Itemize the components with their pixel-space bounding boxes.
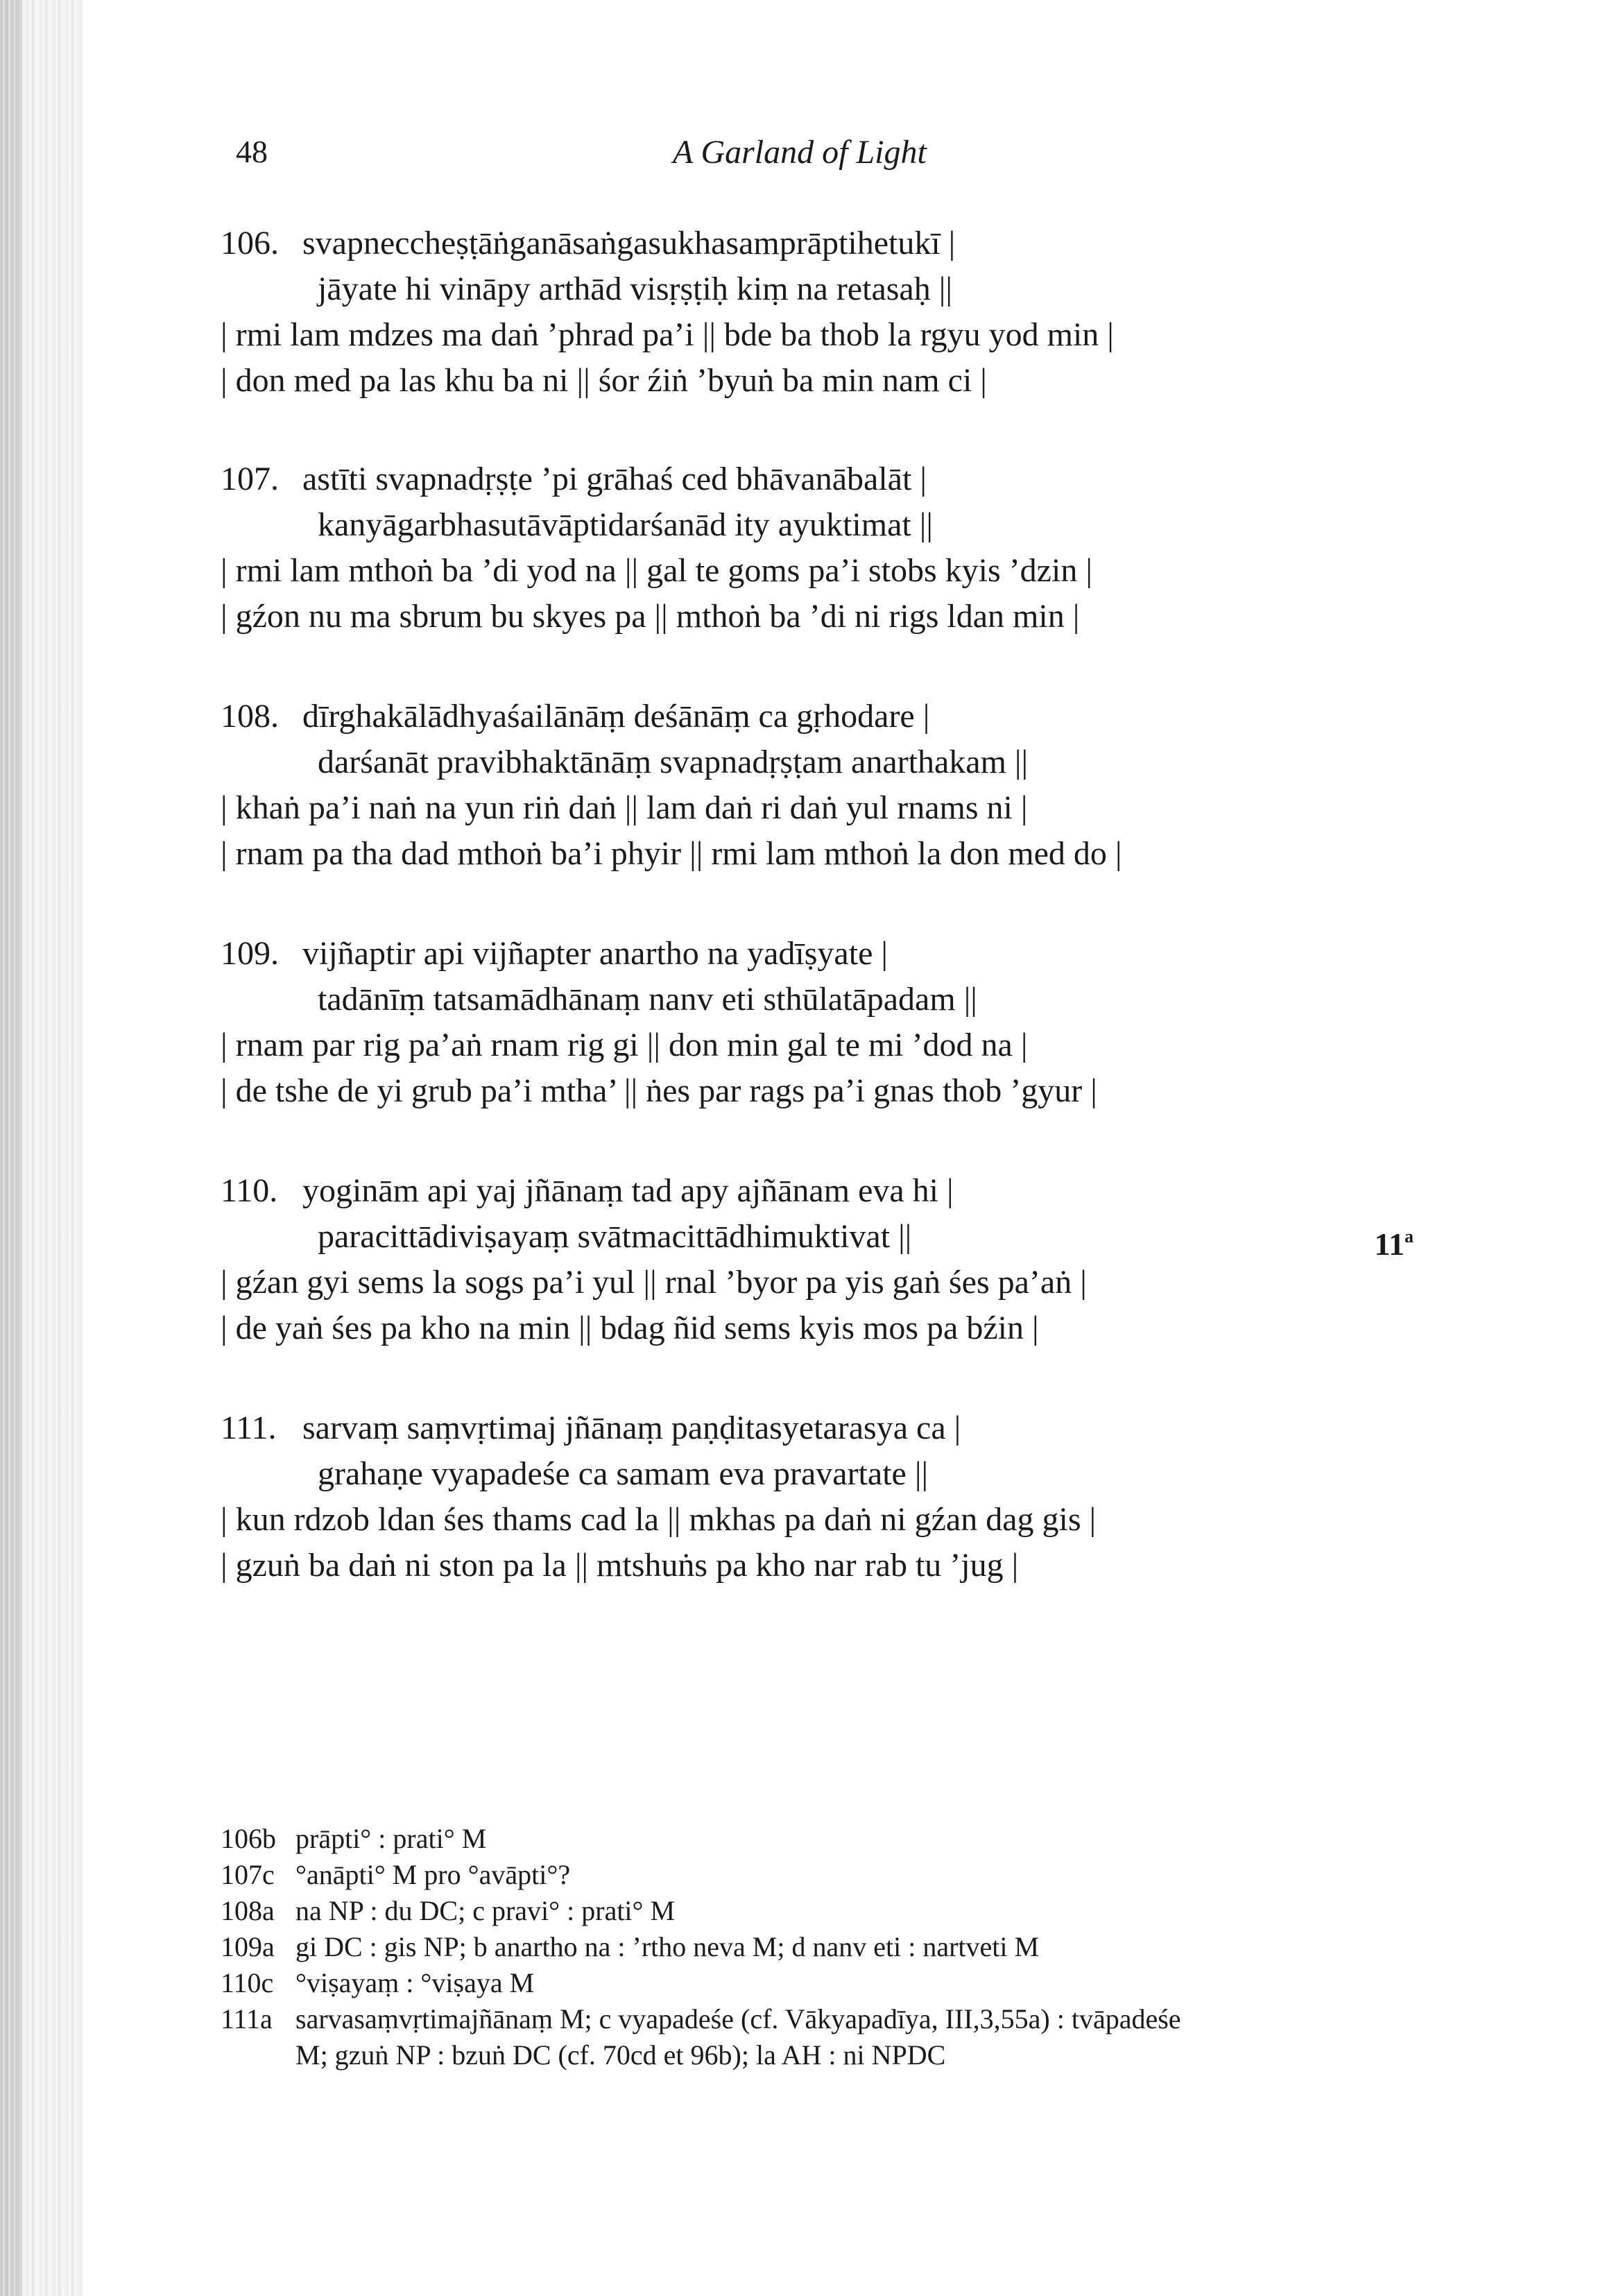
verse-tibetan-line: | gzuṅ ba daṅ ni ston pa la || mtshuṅs pa kho nar rab tu ’jug | [221, 1547, 1019, 1584]
verse-sanskrit-line: darśanāt pravibhaktānāṃ svapnadṛṣṭam anarthakam || [318, 744, 1029, 780]
verse-number: 108. [221, 698, 279, 735]
footnote-id: 106b [221, 1823, 276, 1854]
footnote [221, 2001, 1441, 2037]
verse-tibetan-line: | khaṅ pa’i naṅ na yun riṅ daṅ || lam daṅ ri daṅ yul rnams ni | [221, 789, 1028, 826]
verse-sanskrit-line [221, 1405, 1414, 1451]
footnote-text: prāpti° : prati° M [295, 1823, 487, 1854]
footnote-id: 108a [221, 1895, 275, 1926]
footnote [221, 1857, 1441, 1893]
verse-tibetan-line: | de yaṅ śes pa kho na min || bdag ñid sems kyis mos pa bźin | [221, 1310, 1039, 1346]
footnote [221, 1821, 1441, 1857]
verse-sanskrit-line [221, 1168, 1414, 1214]
sanskrit-text: yoginām api yaj jñānaṃ tad apy ajñānam eva hi | [302, 1172, 954, 1209]
verse-number: 109. [221, 935, 279, 972]
verse-tibetan-line: | de tshe de yi grub pa’i mtha’ || ṅes par rags pa’i gnas thob ’gyur | [221, 1072, 1097, 1109]
verse-108 [221, 694, 1414, 877]
verse-sanskrit-line [221, 1214, 1414, 1260]
folio-number: 11 [1374, 1226, 1405, 1262]
verse-sanskrit-line [221, 694, 1414, 739]
verse-number: 106. [221, 225, 279, 262]
verse-tibetan-line: | rnam par rig pa’aṅ rnam rig gi || don min gal te mi ’dod na | [221, 1027, 1028, 1063]
footnote-text: sarvasaṃvṛtimajñānaṃ M; c vyapadeśe (cf. Vākyapadīya, III,3,55a) : tvāpadeśe [295, 2003, 1181, 2034]
footnote [221, 1929, 1441, 1965]
critical-apparatus [221, 1821, 1441, 2073]
verse-tibetan-line: | gźan gyi sems la sogs pa’i yul || rnal ’byor pa yis gaṅ śes pa’aṅ | [221, 1264, 1087, 1301]
footnote-text: na NP : du DC; c pravi° : prati° M [295, 1895, 676, 1926]
verse-109 [221, 931, 1414, 1114]
verse-number: 107. [221, 461, 279, 497]
verse-sanskrit-line [221, 931, 1414, 977]
verse-sanskrit-line [221, 456, 1414, 502]
footnote [221, 1965, 1441, 2001]
verse-number: 111. [221, 1410, 277, 1446]
verse-106 [221, 221, 1414, 404]
footnote [221, 1893, 1441, 1929]
folio-side: a [1405, 1226, 1414, 1246]
verse-tibetan-line: | don med pa las khu ba ni || śor źiṅ ’byuṅ ba min nam ci | [221, 362, 987, 399]
verse-sanskrit-line: tadānīṃ tatsamādhānaṃ nanv eti sthūlatāpadam || [318, 981, 977, 1018]
sanskrit-text: vijñaptir api vijñapter anartho na yadīṣyate | [302, 935, 888, 972]
footnote-text: gi DC : gis NP; b anartho na : ’rtho neva M; d nanv eti : nartveti M [295, 1931, 1040, 1962]
page-number: 48 [236, 134, 268, 169]
verse-tibetan-line: | rmi lam mdzes ma daṅ ’phrad pa’i || bde ba thob la rgyu yod min | [221, 316, 1114, 353]
running-head-title: A Garland of Light [673, 134, 927, 171]
sanskrit-text: sarvaṃ saṃvṛtimaj jñānaṃ paṇḍitasyetarasya ca | [302, 1410, 961, 1446]
verse-111 [221, 1405, 1414, 1588]
footnote-id: 110c [221, 1967, 274, 1998]
verse-tibetan-line: | rmi lam mthoṅ ba ’di yod na || gal te goms pa’i stobs kyis ’dzin | [221, 552, 1092, 589]
footnote-text: °anāpti° M pro °avāpti°? [295, 1859, 571, 1890]
footnote-id: 109a [221, 1931, 275, 1962]
footnote-continuation: M; gzuṅ NP : bzuṅ DC (cf. 70cd et 96b); la AH : ni NPDC [295, 2039, 946, 2071]
verse-tibetan-line: | rnam pa tha dad mthoṅ ba’i phyir || rmi lam mthoṅ la don med do | [221, 835, 1122, 872]
verse-sanskrit-line: kanyāgarbhasutāvāptidarśanād ity ayuktimat || [318, 506, 933, 543]
verse-107 [221, 456, 1414, 640]
verse-sanskrit-line: grahaṇe vyapadeśe ca samam eva pravartate || [318, 1455, 929, 1492]
footnote-id: 107c [221, 1859, 275, 1890]
verse-tibetan-line: | kun rdzob ldan śes thams cad la || mkhas pa daṅ ni gźan dag gis | [221, 1501, 1097, 1538]
scan-binding-shadow [0, 0, 22, 2296]
sanskrit-text: paracittādiviṣayaṃ svātmacittādhimuktivat || [318, 1218, 912, 1255]
verse-110 [221, 1168, 1414, 1351]
verse-sanskrit-line: jāyate hi vināpy arthād visṛṣṭiḥ kiṃ na retasaḥ || [318, 271, 952, 307]
verse-tibetan-line: | gźon nu ma sbrum bu skyes pa || mthoṅ ba ’di ni rigs ldan min | [221, 598, 1080, 635]
sanskrit-text: astīti svapnadṛṣṭe ’pi grāhaś ced bhāvanābalāt | [302, 461, 927, 497]
footnote-text: °viṣayaṃ : °viṣaya M [295, 1967, 535, 1998]
footnote-id: 111a [221, 2003, 273, 2034]
sanskrit-text: svapneccheṣṭāṅganāsaṅgasukhasamprāptihetukī | [302, 225, 956, 262]
sanskrit-text: dīrghakālādhyaśailānāṃ deśānāṃ ca gṛhodare | [302, 698, 930, 735]
verse-sanskrit-line [221, 221, 1414, 266]
verse-number: 110. [221, 1172, 278, 1209]
